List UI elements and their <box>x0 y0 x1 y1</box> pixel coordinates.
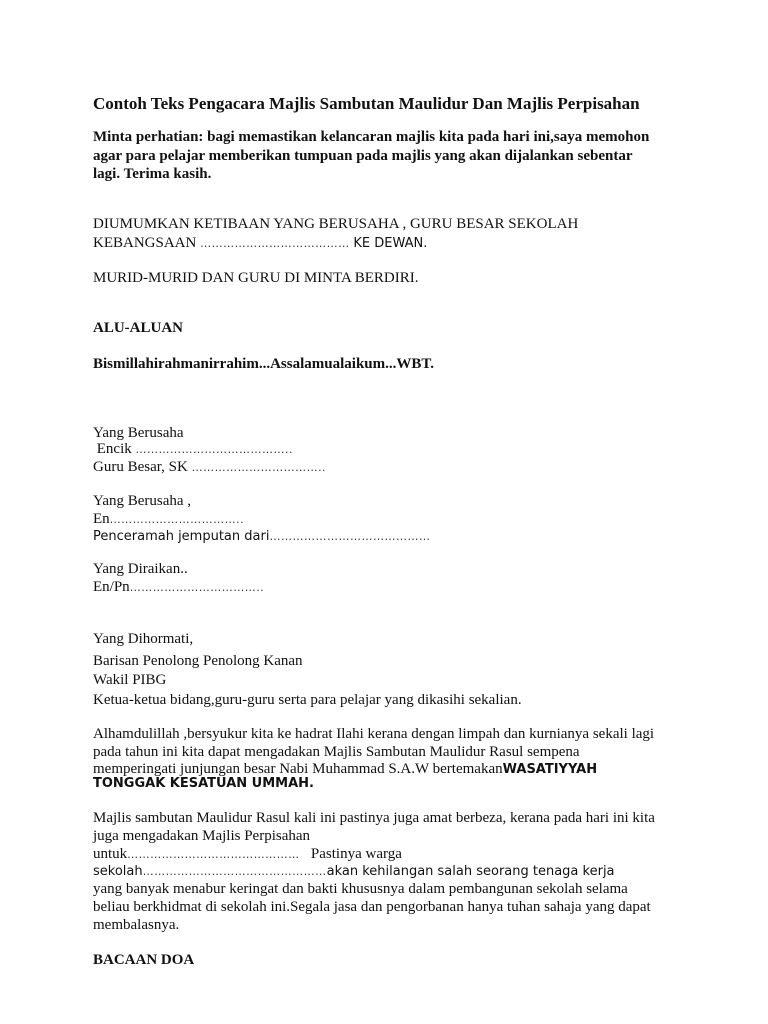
greeting-2-role-dots: …………………………………… <box>269 530 431 543</box>
aluan-heading: ALU-ALUAN <box>93 320 183 336</box>
greeting-1-name-dots: ………………………………….. <box>135 443 293 456</box>
para2-line-7: membalasnya. <box>93 917 180 933</box>
document-title: Contoh Teks Pengacara Majlis Sambutan Maulidur Dan Majlis Perpisahan <box>93 94 640 113</box>
para1-line-2: pada tahun ini kita dapat mengadakan Majlis Sambutan Maulidur Rasul sempena <box>93 744 580 760</box>
greeting-1-name <box>93 440 293 459</box>
para2-line-4-label: sekolah <box>93 864 143 879</box>
greeting-1-title: Yang Berusaha <box>93 425 184 441</box>
announce-line-3: MURID-MURID DAN GURU DI MINTA BERDIRI. <box>93 270 419 286</box>
para2-line-6: beliau berkhidmat di sekolah ini.Segala jasa dan pengorbanan hanya tuhan sahaja yang dapat <box>93 899 651 915</box>
greeting-1-role-dots: …………………………….. <box>191 461 327 474</box>
doa-heading: BACAAN DOA <box>93 952 195 968</box>
dihormati-item-3: Ketua-ketua bidang,guru-guru serta para pelajar yang dikasihi sekalian. <box>93 692 522 708</box>
intro-line-2: agar para pelajar memberikan tumpuan pada majlis yang akan dijalankan sebentar <box>93 148 633 164</box>
greeting-3-name-dots: …………………………….. <box>129 581 265 594</box>
dihormati-item-1: Barisan Penolong Penolong Kanan <box>93 653 303 669</box>
intro-line-1: Minta perhatian: bagi memastikan kelancaran majlis kita pada hari ini,saya memohon <box>93 129 650 145</box>
para2-line-4-dots: ………………………………………… <box>142 865 327 878</box>
greeting-2-name-dots: …………………………….. <box>109 513 245 526</box>
dihormati-title: Yang Dihormati, <box>93 631 194 647</box>
para2-line-3-label: untuk <box>93 846 128 862</box>
greeting-2-role <box>93 527 430 546</box>
greeting-2-title: Yang Berusaha , <box>93 493 192 509</box>
para1-theme-bold: WASATIYYAH <box>502 762 598 777</box>
greeting-2-name-label: En <box>93 511 110 527</box>
greeting-1-role <box>93 458 326 477</box>
announce-line-2-text: KEBANGSAAN <box>93 235 197 251</box>
dihormati-item-2: Wakil PIBG <box>93 672 167 688</box>
para2-line-5: yang banyak menabur keringat dan bakti khususnya dalam pembangunan sekolah selama <box>93 881 628 897</box>
para2-line-4-end: akan kehilangan salah seorang tenaga kerja <box>326 864 615 879</box>
greeting-3-name <box>93 578 264 597</box>
greeting-1-role-label: Guru Besar, SK <box>93 459 188 475</box>
announce-line-1: DIUMUMKAN KETIBAAN YANG BERUSAHA , GURU BESAR SEKOLAH <box>93 216 579 232</box>
para2-line-3-end: Pastinya warga <box>310 846 402 862</box>
para2-line-1: Majlis sambutan Maulidur Rasul kali ini pastinya juga amat berbeza, kerana pada hari ini kita <box>93 810 655 826</box>
para1-line-3-text: memperingati junjungan besar Nabi Muhammad S.A.W bertemakan <box>93 761 503 777</box>
greeting-3-name-label: En/Pn <box>93 579 130 595</box>
para1-line-4: TONGGAK KESATUAN UMMAH. <box>93 776 314 791</box>
announce-line-2-dots: ………………………………… <box>200 237 350 250</box>
announce-line-2 <box>93 234 427 253</box>
announce-line-2-end: KE DEWAN. <box>353 236 428 251</box>
para1-line-1: Alhamdulillah ,bersyukur kita ke hadrat Ilahi kerana dengan limpah dan kurnianya sekali lagi <box>93 726 655 742</box>
para2-line-4 <box>93 862 615 881</box>
para2-line-2: juga mengadakan Majlis Perpisahan <box>93 828 311 844</box>
intro-line-3: lagi. Terima kasih. <box>93 166 212 182</box>
para2-line-3-dots: ……………………………………… <box>127 848 300 861</box>
greeting-2-role-label: Penceramah jemputan dari <box>93 529 270 544</box>
greeting-3-title: Yang Diraikan.. <box>93 561 188 577</box>
greeting-1-name-label: Encik <box>93 441 132 457</box>
aluan-opening: Bismillahirahmanirrahim...Assalamualaikum...WBT. <box>93 356 435 372</box>
